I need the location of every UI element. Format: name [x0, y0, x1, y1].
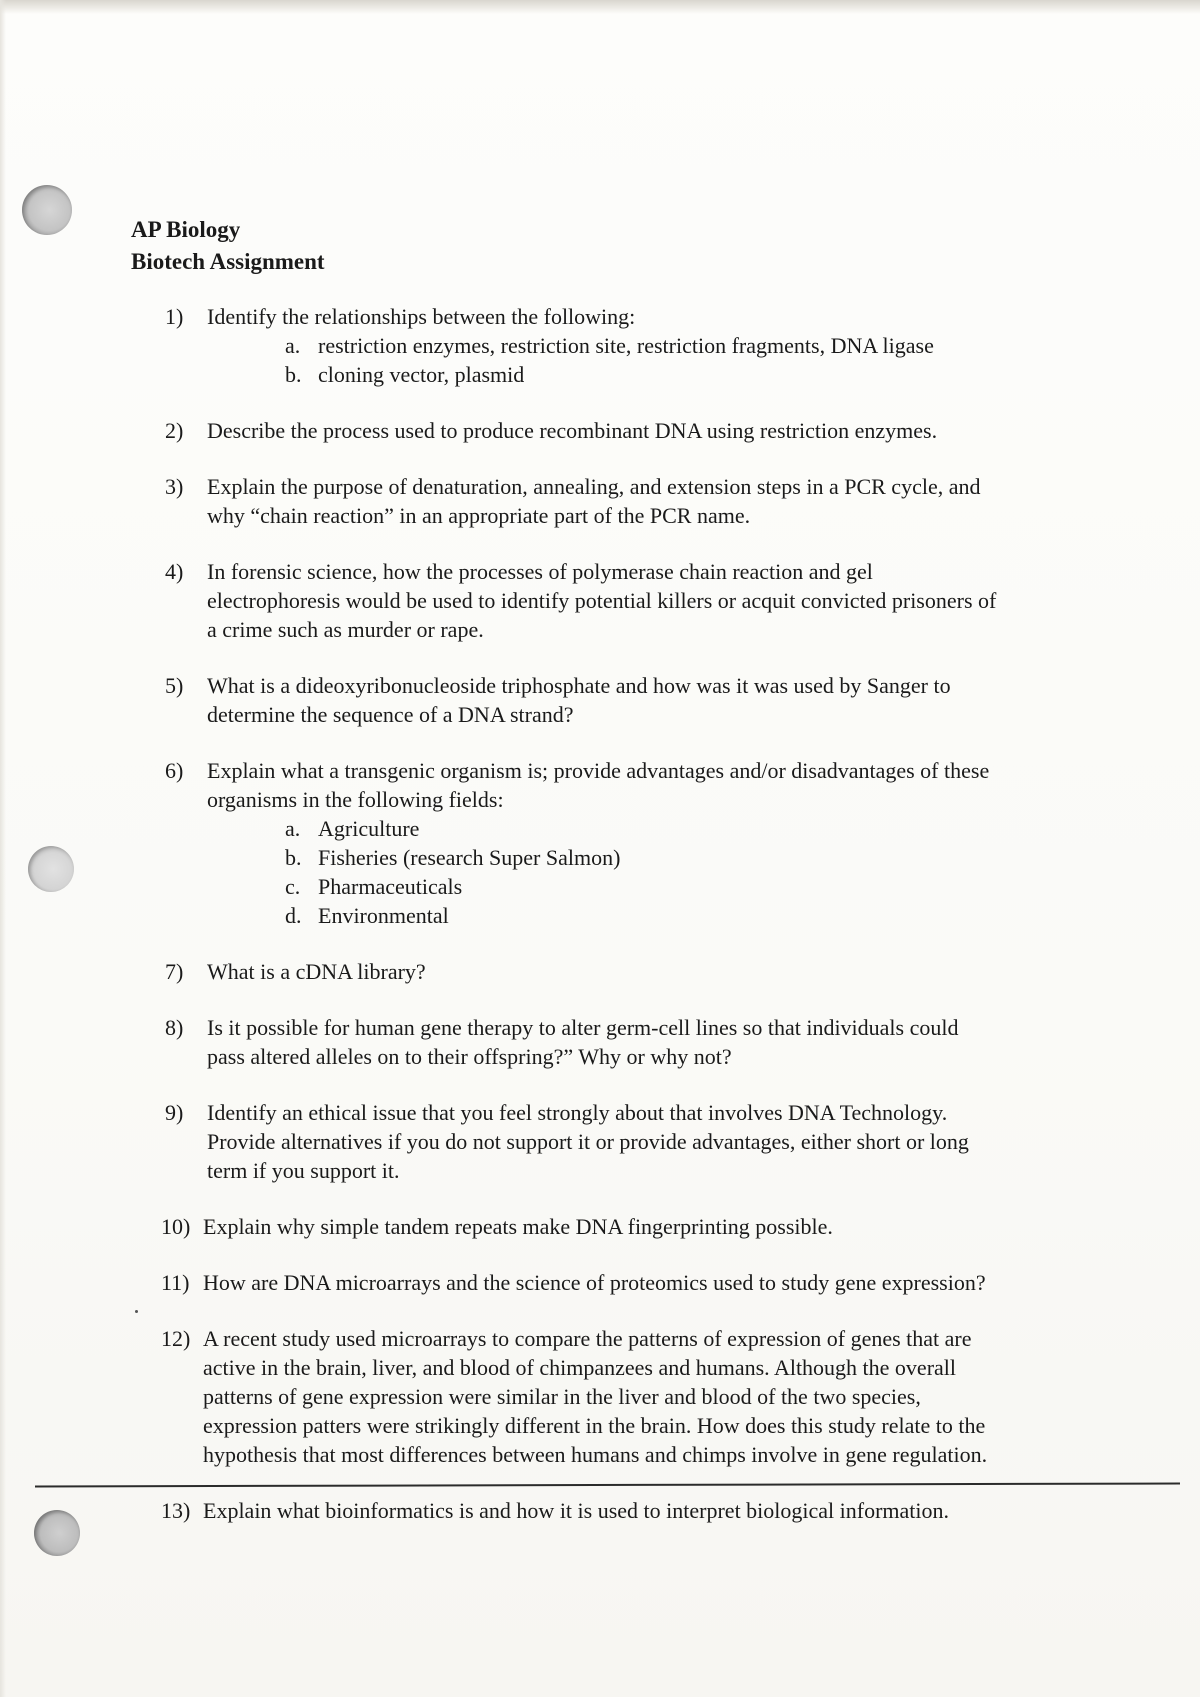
question-text-line: Explain the purpose of denaturation, annealing, and extension steps in a PCR cycle, and	[207, 474, 981, 499]
question-text-line: Describe the process used to produce recombinant DNA using restriction enzymes.	[207, 418, 938, 443]
question-text-line: organisms in the following fields:	[207, 787, 504, 812]
punch-hole-middle	[28, 846, 74, 892]
sub-item-text: restriction enzymes, restriction site, restriction fragments, DNA ligase	[318, 333, 934, 358]
question-item	[165, 302, 1035, 389]
question-number: 9)	[165, 1100, 184, 1125]
question-body	[203, 1212, 1035, 1241]
question-text-line: why “chain reaction” in an appropriate part of the PCR name.	[207, 503, 751, 528]
sub-item-letter: a.	[285, 333, 301, 358]
sub-item-text: Pharmaceuticals	[318, 874, 463, 899]
document-header	[131, 214, 325, 278]
question-list	[161, 302, 1035, 1552]
question-item	[165, 416, 1035, 445]
question-text-line: expression patters were strikingly different in the brain. How does this study relate to the	[203, 1413, 986, 1438]
question-text-line: What is a dideoxyribonucleoside triphosphate and how was it was used by Sanger to	[207, 673, 951, 698]
question-item	[161, 1324, 1035, 1469]
question-item	[165, 557, 1035, 644]
question-number: 12)	[161, 1326, 191, 1351]
question-number: 7)	[165, 959, 184, 984]
question-body	[207, 416, 1035, 445]
question-text-line: pass altered alleles on to their offspring?” Why or why not?	[207, 1044, 732, 1069]
paper-top-edge	[0, 0, 1200, 14]
question-body	[207, 957, 1035, 986]
question-number: 8)	[165, 1015, 184, 1040]
question-text-line: hypothesis that most differences between humans and chimps involve in gene regulation.	[203, 1442, 988, 1467]
question-text-line: Identify an ethical issue that you feel strongly about that involves DNA Technology.	[207, 1100, 948, 1125]
question-body	[203, 1268, 1035, 1297]
punch-hole-top	[22, 185, 72, 235]
sub-item	[285, 872, 1035, 901]
question-text-line: term if you support it.	[207, 1158, 400, 1183]
question-text-line: Provide alternatives if you do not support it or provide advantages, either short or long	[207, 1129, 969, 1154]
question-number: 13)	[161, 1498, 191, 1523]
question-text-line: What is a cDNA library?	[207, 959, 426, 984]
question-body	[207, 472, 1035, 530]
question-item	[165, 1098, 1035, 1185]
question-number: 3)	[165, 474, 184, 499]
question-text-line: A recent study used microarrays to compare the patterns of expression of genes that are	[203, 1326, 972, 1351]
question-text-line: a crime such as murder or rape.	[207, 617, 484, 642]
sub-item	[285, 360, 1035, 389]
punch-hole-bottom	[34, 1510, 80, 1556]
question-item	[165, 1013, 1035, 1071]
paper-left-edge	[0, 0, 6, 1697]
question-item	[161, 1268, 1035, 1297]
question-item	[165, 756, 1035, 930]
question-text-line: In forensic science, how the processes of polymerase chain reaction and gel	[207, 559, 873, 584]
question-item	[165, 472, 1035, 530]
question-body	[207, 557, 1035, 644]
question-text-line: Identify the relationships between the following:	[207, 304, 636, 329]
sub-item-letter: b.	[285, 845, 302, 870]
question-item	[161, 1212, 1035, 1241]
question-text-line: patterns of gene expression were similar in the liver and blood of the two species,	[203, 1384, 921, 1409]
sub-item	[285, 901, 1035, 930]
sub-item-text: Agriculture	[318, 816, 420, 841]
question-text-line: Is it possible for human gene therapy to alter germ-cell lines so that individuals could	[207, 1015, 959, 1040]
question-number: 1)	[165, 304, 184, 329]
margin-dot	[135, 1310, 138, 1313]
question-body	[207, 1013, 1035, 1071]
question-body	[203, 1324, 1035, 1469]
question-item	[161, 1496, 1035, 1525]
sub-item	[285, 331, 1035, 360]
question-number: 2)	[165, 418, 184, 443]
sub-item-letter: a.	[285, 816, 301, 841]
question-body	[203, 1496, 1035, 1525]
question-number: 4)	[165, 559, 184, 584]
question-text-line: Explain what bioinformatics is and how it is used to interpret biological information.	[203, 1498, 950, 1523]
question-number: 11)	[161, 1270, 190, 1295]
question-number: 6)	[165, 758, 184, 783]
question-item	[165, 957, 1035, 986]
question-text-line: active in the brain, liver, and blood of chimpanzees and humans. Although the overall	[203, 1355, 957, 1380]
question-body	[207, 756, 1035, 930]
question-body	[207, 671, 1035, 729]
course-title: AP Biology	[131, 217, 241, 242]
assignment-title: Biotech Assignment	[131, 249, 325, 274]
question-number: 5)	[165, 673, 184, 698]
question-text-line: electrophoresis would be used to identify potential killers or acquit convicted prisoners of	[207, 588, 997, 613]
sub-item-letter: c.	[285, 874, 301, 899]
sub-item	[285, 814, 1035, 843]
sub-item-text: Fisheries (research Super Salmon)	[318, 845, 621, 870]
question-item	[165, 671, 1035, 729]
question-text-line: determine the sequence of a DNA strand?	[207, 702, 574, 727]
sub-item-letter: d.	[285, 903, 302, 928]
sub-item	[285, 843, 1035, 872]
sub-item-letter: b.	[285, 362, 302, 387]
sub-item-text: cloning vector, plasmid	[318, 362, 525, 387]
question-text-line: Explain why simple tandem repeats make DNA fingerprinting possible.	[203, 1214, 833, 1239]
question-number: 10)	[161, 1214, 191, 1239]
sub-item-text: Environmental	[318, 903, 449, 928]
question-text-line: Explain what a transgenic organism is; provide advantages and/or disadvantages of these	[207, 758, 990, 783]
question-body	[207, 1098, 1035, 1185]
question-text-line: How are DNA microarrays and the science of proteomics used to study gene expression?	[203, 1270, 986, 1295]
question-body	[207, 302, 1035, 389]
